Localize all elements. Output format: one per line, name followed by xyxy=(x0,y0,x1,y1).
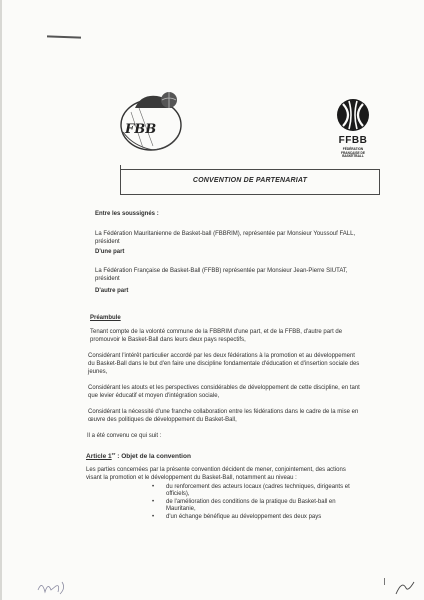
list-item: • d'un échange bénéfique au développement des deux pays xyxy=(152,514,322,520)
preamble-p4-line-2: œuvre des politiques de développement du Basket-Ball, xyxy=(88,417,237,423)
preamble-p1-line-2: promouvoir le Basket-Ball dans leurs deux pays respectifs, xyxy=(90,337,246,343)
first-party-line-2: président xyxy=(95,239,120,245)
fbbrim-emblem-icon xyxy=(113,88,193,154)
document-title: CONVENTION DE PARTENARIAT xyxy=(192,177,308,184)
parties-heading: Entre les soussignés : xyxy=(95,211,159,217)
fbbrim-logo xyxy=(113,88,193,154)
article-1-heading xyxy=(86,450,191,461)
title-box xyxy=(120,169,380,195)
preamble-p2-line-3: jeunes, xyxy=(88,369,108,375)
bullet-icon: • xyxy=(152,499,155,505)
preamble-heading: Préambule xyxy=(90,315,121,321)
article-1-title: : Objet de la convention xyxy=(117,453,191,461)
second-party-line-1: La Fédération Française de Basket-Ball (FFBB) représentée par Monsieur Jean-Pierre SIUTAT, xyxy=(95,268,348,274)
second-party-line-2: président xyxy=(95,276,120,282)
margin-tick xyxy=(384,578,385,585)
list-item: • de l'amélioration des conditions de la pratique du Basket-ball en Mauritanie, xyxy=(152,499,336,512)
ffbb-logo-text: FFBB xyxy=(338,135,368,146)
ffbb-logo-subtext: FÉDÉRATION FRANÇAISE DE BASKETBALL xyxy=(341,147,365,159)
article-1-bullets xyxy=(152,484,392,522)
first-party-line-1: La Fédération Mauritanienne de Basket-ball (FBBRIM), représentée par Monsieur Youssouf FALL, xyxy=(95,231,356,237)
preamble-p1-line-1: Tenant compte de la volonté commune de la FBBRIM d'une part, et de la FFBB, d'autre part de xyxy=(90,329,343,335)
initials-signature-left xyxy=(36,576,70,596)
list-item: • du renforcement des acteurs locaux (cadres techniques, dirigeants et officiels), xyxy=(152,484,350,497)
article-1-intro-line-1: Les parties concernées par la présente convention décident de mener, conjointement, des actions xyxy=(86,467,346,473)
first-party-tag: D'une part xyxy=(95,249,125,255)
preamble-p2-line-2: du Basket-Ball dans le but d'en faire une discipline fondamentale d'éducation et d'insertion sociale des xyxy=(88,361,360,367)
preamble-p4-line-1: Considérant la nécessité d'une franche collaboration entre les fédérations dans le cadre de la mise en xyxy=(88,409,359,415)
article-1-intro-line-2: visant la promotion et le développement du Basket-Ball, notamment au niveau : xyxy=(86,475,297,481)
article-1-sup: er xyxy=(111,451,116,456)
scan-mark xyxy=(47,35,81,38)
basketball-icon xyxy=(324,98,382,134)
bullet-icon: • xyxy=(152,514,155,520)
preamble-p3-line-1: Considérant les atouts et les perspectives considérables de développement de cette discipline, en tant xyxy=(88,385,360,391)
fbbrim-logo-text: FBB xyxy=(125,122,157,137)
bullet-icon: • xyxy=(152,484,155,490)
preamble-p3-line-2: que levier éducatif et moyen d'intégration sociale, xyxy=(88,393,220,399)
second-party-tag: D'autre part xyxy=(95,288,129,294)
article-1-label: Article 1 xyxy=(86,453,112,461)
initials-signature-right xyxy=(394,578,416,596)
scan-edge xyxy=(0,0,2,600)
preamble-p2-line-1: Considérant l'intérêt particulier accordé par les deux fédérations à la promotion et au développement xyxy=(88,353,355,359)
agreed-line: Il a été convenu ce qui suit : xyxy=(87,433,162,439)
ffbb-logo xyxy=(324,98,382,164)
